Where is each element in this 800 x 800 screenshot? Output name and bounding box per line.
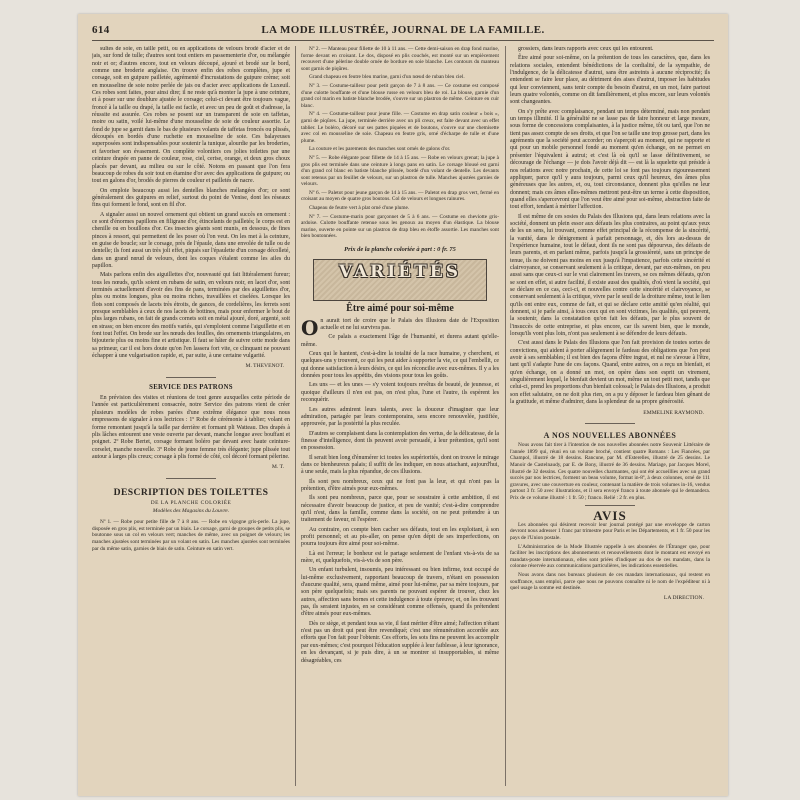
paragraph: La couture et les parements des manches sont ornés de galons d'or.: [309, 146, 451, 153]
paragraph: Les autres admirent leurs talents, avec la douceur d'imaginer que leur admiration, partagée par leurs contemporains, sera encore renouvelée, justifiée, approuvée, par la postérité la plus reculée.: [301, 406, 499, 428]
journal-title: LA MODE ILLUSTRÉE, JOURNAL DE LA FAMILLE.: [261, 24, 545, 36]
paragraph: C'est aussi dans le Palais des Illusions que l'on fait provision de toutes sortes de convictions, qui aident à porter allègrement le fardeau des obligations que l'on peut avoir à ses semblables; il est bien des façons d'être ingrat, et nul ne s'avoue à l'être, tant qu'il s'adapte l'une de ces façons. Quand, entre autres, on a reçu un bienfait, et qu'en échange, on a donné un mot, on opère dans son esprit un virement, singulièrement lequel, le bienfait devient un mot, même un tout petit mot, tandis que celui-ci, prend les proportions d'un bienfait colossal; le Palais des Illusions, a produit son effet salutaire, on ne doit plus rien, on a pu y déposer le fardeau bien gênant de la gratitude, et même d'admirer, dans la splendeur de sa propre générosité.: [510, 340, 710, 406]
paragraph: Nº 6. — Paletot pour jeune garçon de 14 à 15 ans. — Paletot en drap gros vert, fermé en croisant au moyen de quatre gros boutons. Col de velours et longues rainures.: [301, 189, 499, 203]
section-subtitle-italic: Modèles des Magasins du Louvre.: [152, 507, 230, 514]
signature: M. T.: [271, 464, 284, 471]
page-header: [92, 22, 714, 42]
paragraph: On s'y prête avec complaisance, pendant un temps déterminé, mais non pendant un temps illimité. Il la généralité ne se lasse pas de faire honneur et large mesure, sous forme de concessions complaisantes, à la justice même, tôt ou tard, que l'on ne tient pas assez compte de ses droits, et que l'on se taille une trop grosse part, dans les agréments que la société peut accorder; on s'aperçoit au moment, qui ne rapporte et qui pour un mobile personnel fondé au moment qu'en échange, on ne permet en présenter l'équivalent à autrui; et c'est là où qu'il se lasse définitivement, se décourage de l'échange — je dois l'avoir déjà dit — est là la squelette qui préside à nos relations avec notre prochain, de cette loi se font pas toujours rigoureusement appliquer, parce qu'il y aura toujours, parmi ceux qu'il heureux, des âmes plus généreuses que les autres, et, ou, tout circonstance, donnent plus qu'elles ne leur donnent; mais ces âmes elles-mêmes mettront peut-être un terme à cette disposition, quand elles s'apercevront que l'on veut être aimé pour soi-même, abstraction faite de tout effort, tendant à mériter l'affection.: [510, 108, 710, 211]
paragraph: Nº 7. — Costume-marin pour garçonnet de 5 à 6 ans. — Costume en cheviotte gris-ardoise. Culotte bouffante retenue sous les genoux au moyen d'un élastique. La blouse marine, ouverte en pointe sur un plastron de drap bleu en étoffe assortie. Les manches sont bien boutonnées.: [301, 213, 499, 240]
paragraph: Au contraire, on compte bien cacher ses défauts, tout en les exploitant, à son profit personnel; et au pis-aller, on pense qu'en dépit de ses imperfections, on pourra toujours être aimé pour soi-même.: [301, 526, 499, 548]
paragraph: Nº 2. — Manteau pour fillette de 10 à 11 ans. — Cette demi-saison en drap fond marine, forme devant en croisant. Le dos, disposé en plis couchés, est monté sur un empiècement recouvert d'une pèlerine double ornée de bordure en soie blanche. Les contours du manteau sont garnis de piqûres.: [301, 46, 499, 72]
paragraph: Ceux qui le hantent, c'est-à-dire la totalité de la race humaine, y cherchent, et quelques-uns y trouvent, ce qui les peut aider à supporter la vie, ce qui l'embellit, ce qui donne satisfaction à leurs désirs, ce qui les réconcilie avec eux-mêmes. Il y a les données pour tous les appétits, des visions pour tous les goûts.: [301, 351, 499, 380]
divider: [585, 423, 635, 424]
paragraph: Ils sont peu nombreux, parce que, pour se soustraire à cette ambition, il est nécessaire d'avoir beaucoup de justice, et peu de vanité; c'est-à-dire comprendre qu'il n'est, dans la famille, comme dans la société, on ne peut prétendre à un traitement de faveur, ni l'espérer.: [301, 495, 499, 524]
paragraph: Mais parlons enfin des aiguillettes d'or, nouveauté qui fait littéralement fureur; tous les nœuds, qu'ils soient en rubans de satin, en velours noir, en lacet d'or, sont terminés actuellement d'avoir des fins de pans, terminées par des aiguillettes d'or, plus ou moins longues, plus ou moins riches, travaillées et ciselées. Lorsque les flots sont composés de lacets très étroits, de gances, de cordelières, les ferrets sont presque semblables à ceux de nos lacets de bottines, mais pour enfermer le bout de plus larges rubans, on fait de grands cornets soit en métal ajouré, doré, argenté, soit en strass; on bien encore des motifs variés, qui s'emploient comme l'aiguillette et en font tout l'effet. On brode sur les nœuds des feuilles, des ornements triangulaires, en bijouterie plus ou moins fine et artistique. Il faut se hâter de suivre cette mode dans sa primeur, car il est hors doute qu'on l'en lassera fort vite, ce clinquant ne pouvant échapper à une vulgarisation rapide, et, par suite, à une certaine vulgarité.: [92, 272, 290, 360]
paragraph: Les abonnées qui désirent recevoir leur journal protégé par une enveloppe de carton devront nous adresser 1 franc par trimestre pour Paris et les Départements, et 1 fr. 50 pour les pays de l'Union postale.: [510, 521, 710, 542]
divider: [166, 478, 216, 479]
paragraph: Un enfant turbulent, insoumis, peu intéressant ou bien infirme, tout occupé de lui-même exclusivement, rapportant beaucoup de travers, n'étant en possession d'aucune qualité, sera, quand même, aimé pour lui-même, par sa mère toujours, par son père quelquefois; mais ses parents ne pouvant espérer de trouver, chez les autres, affection sans bornes et cette indulgence à toute épreuve; et, on les trouvant pas, ils seraient injustes, en se considérant comme offensés, quand ils prétendent d'être aimés pour eux-mêmes.: [301, 567, 499, 618]
paragraph: En prévision des visites et réunions de tout genre auxquelles cette période de l'année est particulièrement consacrée, notre Service des patrons vient de créer plusieurs modèles de robes parées d'une extrême élégance que nous nous empressons de signaler à nos lectrices : 1º Robe de cérémonie à tablier; volant en forme remontant jusqu'à la taille par derrière et formant pli Watteau. Des drapés à plis lâches entourent une veste ouverte par devant, manche longue avec bouffant et poignet. 2º Robe Bertet, corsage formant boléro par devant avec haute ceinture-corselet, manche nouvelle. 3º Robe de jeune femme très élégante; jupe plissée tout autour à larges plis creux; corsage à plis formé de côté, col décoré formant pèlerine.: [92, 395, 290, 460]
paragraph: Nous avons dans nos bureaux plusieurs de ces mandats internationaux, qui restent en souffrance, sans emploi, parce que nous ne pouvons connaître ni le nom de l'expéditeur ni à quel usage la somme est destinée.: [510, 572, 710, 592]
price-line: Prix de la planche coloriée à part : 0 fr. 75: [344, 246, 456, 254]
signature: LA DIRECTION.: [663, 594, 704, 601]
section-title: DESCRIPTION DES TOILETTES: [113, 486, 269, 498]
paragraph: D'autres se complaisent dans la contemplation des vertus, de la délicatesse, de la finesse d'intelligence, dont ils peuvent avoir persuadé, à leur prétention, qu'il sont en possession.: [301, 430, 499, 452]
first-paragraph: [301, 315, 499, 340]
paragraph: L'Administration de la Mode Illustrée rappelle à ses abonnées de l'Étranger que, pour faciliter les inscriptions des abonnements et renouvellements dont le montant est envoyé en mandats-poste internationaux, elles sont priées d'indiquer au dos de ces mandats, dans la colonne réservée aux communications particulières, les indications essentielles.: [510, 543, 710, 570]
paragraph: sultes de soie, en taille petit, ou en applications de velours brodé d'acier et de jais, sur fond de tulle; d'autres sont tout entiers en passementerie d'or, ou mélangée noir et or; d'autres encore, tout en velours découpé, ajouré et brodé sur le bord, comme une broderie anglaise. On trouve enfin des robes complètes, jupe et corsage, soit en guipure pailletée, agrémenté d'incrustations de guipure crème; soit en mousseline de soie noire perlée de jais ou d'acier avec applications de Luxeuil. Ces robes sont faites, pour ainsi dire; il ne reste qu'à monter la jupe à une ceinture, et à poser sur une doublure ajustée le corsage; celui-ci devant être toujours vague, froncé à la taille ou drapé, la taille est facile, et avec un peu de goût et d'adresse, la réussite est assurée. Ces robes se posent sur un transparent de soie en taffetas, moire ou satin, voilé lui-même d'une mousseline de soie de couleur assortie. Le fond de jupe se garnit dans le bas de plusieurs volants de taffetas froncés ou plissés, découpés en bordés d'une ruchette en mousseline de soie. Ces balayeuses superposées sont indispensables pour soutenir la tunique, alourdie par les broderies, et favoriser son évasement. On complète volontiers ces jolies toilettes par une ceinture drapée en panne de couleur, rose, ciel, cerise, orange, et deux gros choux placés par devant, au milieu ou sur le côté. Notons en passant que l'on fera beaucoup de robes du soir tout en étamine d'or avec des applications de guipure; ou tout en galons d'or, brodés de pierres de couleur et pailletés de nacre.: [92, 46, 290, 185]
banner-title: VARIÉTÉS: [339, 262, 461, 283]
paragraph: Ils sont peu nombreux, ceux qui ne font pas la leur, et qui n'ont pas la prétention, d'être aimés pour eux-mêmes.: [301, 478, 499, 492]
divider: [585, 505, 635, 506]
header-rule: [92, 40, 714, 41]
section-subtitle: DE LA PLANCHE COLORIÉE: [150, 499, 232, 506]
column-separator: [505, 46, 506, 786]
column-separator: [295, 46, 296, 786]
paragraph: Être aimé pour soi-même, on la prétention de tous les caractères, que, dans les relations sociales, entendent bénédictions de la cordialité, de la sympathie, de l'indulgence, de la délicatesse d'autrui, sans être astreints à aucune réciprocité; ils entendent se faire leur place, au détriment des aises d'autrui, imposer les habitudes qui leur conviennent, sans tenir compte du besoin d'autrui, en un mot, faire partout leurs quatre volontés, comme on dit familièrement, et plus encore, sur leurs volontés sont changeantes.: [510, 55, 710, 106]
paragraph: Les uns — et les unes — s'y voient toujours revêtus de beauté, de jeunesse, et quoique d'ailleurs il n'en est pas, on n'est plus, l'une et l'autre, ils espèrent les reconquérir.: [301, 382, 499, 404]
paragraph: A signaler aussi un nouvel ornement qui obtient un grand succès en ornement : ce sont d'énormes papillons en filigrane d'or, étincelants de pailletés; le corps est en chenille ou en bouillons d'or. Ces insectes géants sont munis, en dessous, de fines pinces à ressort, qui permettent de les poser où l'on veut. On les met à la ceinture, en guise de boucle; sur le corsage, près de l'épaule, dans une envolée de tulle ou de dentelle; ils font aussi un très joli effet, piqués sur l'épaulette d'un corsage décolleté, dans un grand nœud de velours, dont les coques s'étalent comme les ailes du papillon.: [92, 211, 290, 269]
avis-title: AVIS: [593, 507, 627, 523]
paragraph: Grand chapeau en feutre bleu marine, garni d'un nœud de ruban bleu ciel.: [309, 74, 465, 81]
section-title: A NOS NOUVELLES ABONNÉES: [543, 430, 677, 440]
paragraph: Il serait bien long d'énumérer ici toutes les supériorités, dont on trouve le mirage dans ce bienheureux palais; il suffit de les indiquer, en nous attachant, aujourd'hui, à une seule, mais la plus répandue, de ces illusions.: [301, 454, 499, 476]
paragraph: Ce palais a exactement l'âge de l'humanité, et durera autant qu'elle-même.: [301, 334, 499, 348]
paragraph: Il est même de ces sosies du Palais des Illusions qui, dans leurs relations avec la société, donnent un plein essor aux défauts les plus contraires, au point qu'aux yeux de les un sens, lui trouvant, comme effet principal de la récompense de la sincérité, la vanité, dans le dénigrement à parfait personnage, et, dès lors au-dessus de l'expérience humaine, tout le défaut, dont ils ne sont pas dépourvus, des défauts de leurs parents, et en parlant même, parfois jusqu'à la grossièreté, sans un principe de tenue, ils ne doivent pas moins en eux jusqu'à l'impatience, parfois cette sincérité et clairvoyance, se conservant seulement à la critique, devant, par eux-mêmes, on peu aussi sans que ceux-ci sur le vrai clairement les travers, se ces mêmes défauts, qu'on se sont en effet, si autre facilité, il existe aussi des qualités, d'où vient la société, qui se déclare en ce cas, ceci-ci, et nouvelles contre cette sincérité et clairvoyance, se conservant seulement à la critique, vivre par le seuil de la droiture même, tout le lien qu'ils ont entre eux, comme de fait, et qui se déclare cette amitié qu'en réalité, qui donnent, si je parle ainsi, à tous ceux qui en sont victimes, les qualités, qui peuvent, la soutenir, dans la constatation qu'on fait les défauts, par le plus souvent de l'insuccès de cette entreprise, et plus encore, car ils savent bien, que le monde, lorsqu'ils vont plus loin, n'ont pas seulement à se défendre de leurs défauts.: [510, 213, 710, 338]
paragraph: Chapeau de feutre vert à plat orné d'une plume.: [309, 205, 410, 212]
paragraph: Dès ce siège, et pendant tous sa vie, il faut mériter d'être aimé; l'affection n'étant n'est pas un droit qui peut être revendiqué; c'est une rémunération accordée aux efforts que l'on fait pour l'obtenir. Ces efforts, les sots fins ne peuvent les accomplir par eux-mêmes; c'est pourquoi l'éducation supplée à leur faiblesse, à leur ignorance, en les devançant, si je puis dire, à un se montrer si insupportables, si même désagréables, ces: [301, 620, 499, 664]
first-paragraph-text: n aurait tort de croire que le Palais des Illusions date de l'Exposition actuelle et ne lui survivra pas.: [320, 317, 499, 332]
paragraph: grossiers, dans leurs rapports avec ceux qui les entourent.: [518, 46, 654, 52]
column-left: [92, 46, 290, 786]
column-middle: [301, 46, 499, 786]
section-title: SERVICE DES PATRONS: [149, 383, 233, 391]
signature: M. THEVENOT.: [245, 363, 284, 370]
signature: EMMELINE RAYMOND.: [643, 409, 704, 416]
varietes-banner: [313, 259, 487, 301]
article-title: Être aimé pour soi-même: [346, 303, 454, 315]
column-right: [510, 46, 710, 786]
paragraph: Là est l'erreur; le bonheur est le partage seulement de l'enfant vis-à-vis de sa mère, et, quelquefois, vis-à-vis de son père.: [301, 550, 499, 565]
drop-cap: O: [301, 315, 319, 340]
magazine-page: [78, 14, 728, 796]
paragraph: Nº 3. — Costume-tailleur pour petit garçon de 7 à 8 ans. — Ce costume est composé d'une culotte bouffante et d'une blouse russe en velours bleu de roi. La blouse, garnie d'un grand col marin en batiste blanche brodée, s'ouvre sur un plastron de même. Ceinture en cuir blanc.: [301, 82, 499, 109]
paragraph: On emploie beaucoup aussi les dentelles blanches mélangées d'or; ce sont généralement des guipures en relief, surtout du point de Venise, dont les réseaux fins qui forment le fond, sont en fil d'or.: [92, 187, 290, 209]
paragraph: Nº 5. — Robe élégante pour fillette de 14 à 15 ans. — Robe en velours grenat; la jupe à gros plis est terminée dans une ceinture à longs pans en satin. Le corsage blousé est garni d'un grand col blanc en batiste blanche plissée, bordé d'un volant de dentelle. Les devants sont retenus par un feuillet de velours, sur un plastron de tulle. Manches ajustées garnies de velours.: [301, 154, 499, 188]
page-number: 614: [92, 24, 110, 36]
paragraph: Nº 4. — Costume-tailleur pour jeune fille. — Costume en drap satin couleur « bois », garni de piqûres. La jupe, terminée derrière avec un pli creux, est faite devant avec un effet tablier. Le boléro, décoré sur ses pattes piquées et de boutons, s'ouvre sur une chemisette avec col en mousseline de soie. Chapeau en feutre gris, orné d'écharpe de tulle et d'une plume.: [301, 111, 499, 144]
paragraph: Nous avons fait tirer à l'intention de nos nouvelles abonnées notre Souvenir Littéraire de l'année 1899 qui, réuni en un volume broché, contient quatre Romans : Les Fiancées, par Champol, illustré de 18 dessins. Rancune, par M. d'Esterelles, illustré de 25 dessins. Le Manoir de Castelnaudy, par E. de Bony, illustré de 36 dessins. Mariage, par Jacques Morel, illustré de 32 dessins. Ces quatre nouvelles charmantes, qui ont été accueillies avec un grand succès par nos lectrices, forment un beau volume, format in-8º, à deux colonnes, orné de 111 gravures, avec une couverture en couleur, contenant la matière de trois volumes in-16, vendus partout 3 fr. 50 avec illustrations, et il sera envoyé franco à toute abonnée qui le demandera. Prix de ce volume illustré : 1 fr. 50 ; franco. Relié : 2 fr. en plus.: [510, 442, 710, 501]
divider: [166, 377, 216, 378]
paragraph: Nº 1. — Robe pour petite fille de 7 à 8 ans. — Robe en vigogne gris-perle. La jupe, disposée en gros plis, est terminée par un biais. Le corsage, garni de groupes de petits plis, se boutonne sous un col en velours vert; manches de même, avec un poignet de velours; les manches ajustées sont terminées par un volant en satin. Les manches ajustées sont terminées par du même satin, garnies de biais de satin. Ceinture en satin vert.: [92, 519, 290, 552]
